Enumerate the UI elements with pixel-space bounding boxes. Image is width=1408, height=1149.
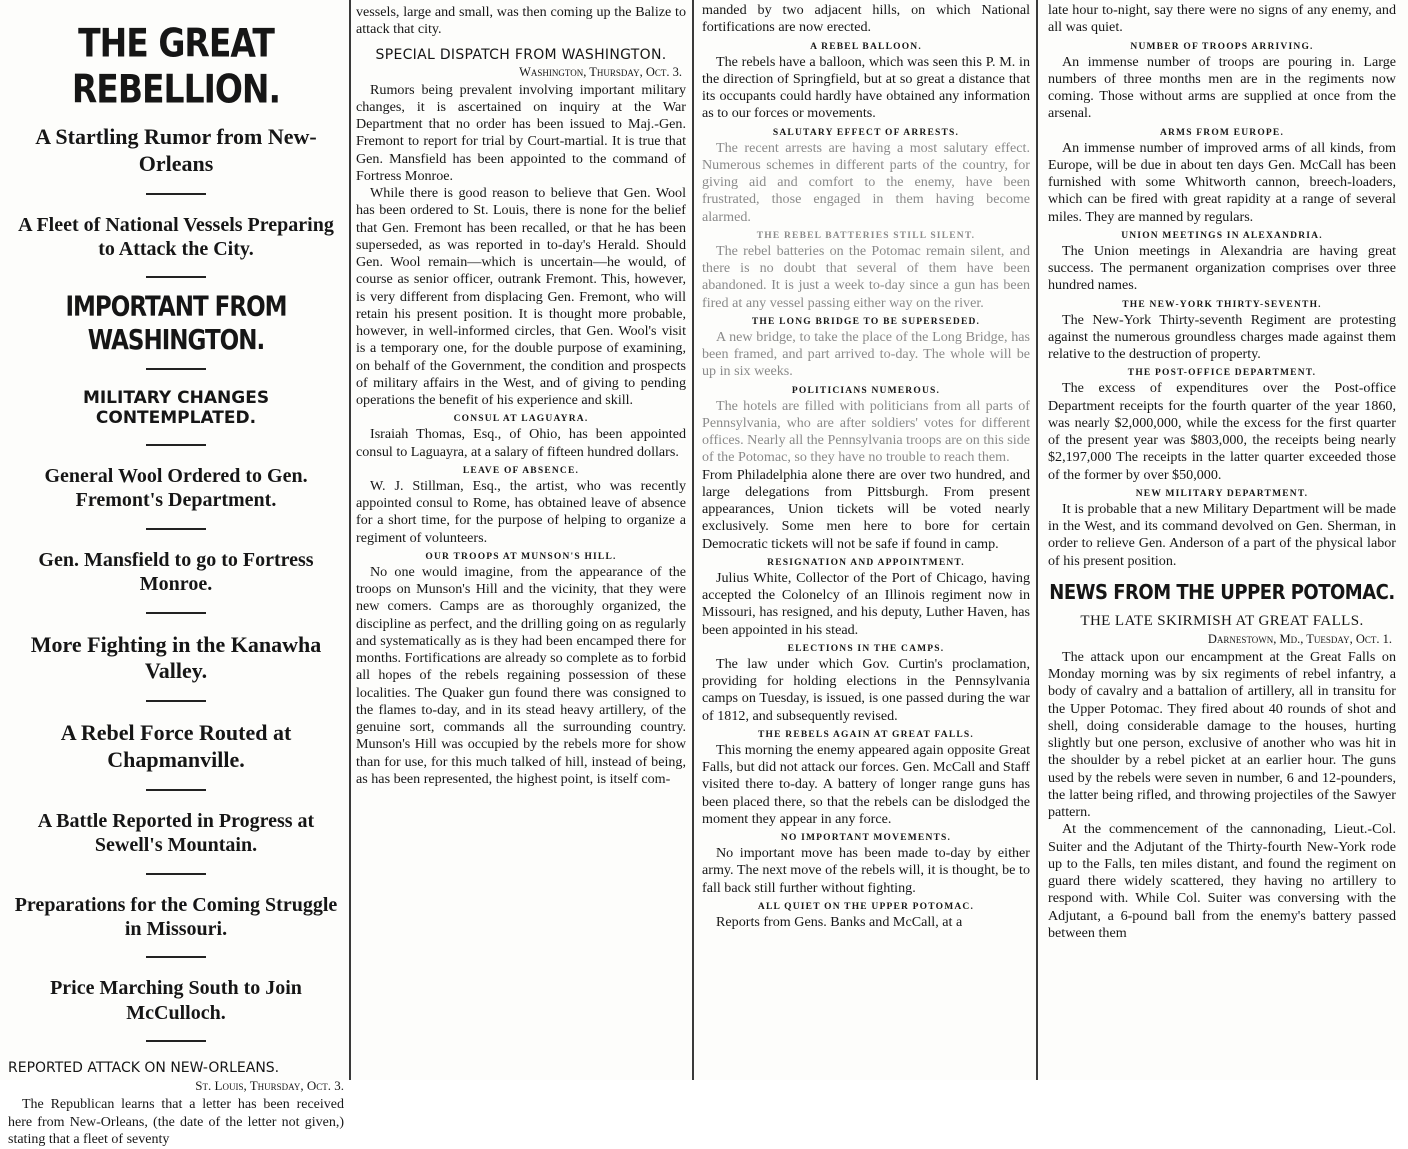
- dateline: Washington, Thursday, Oct. 3.: [519, 64, 682, 79]
- section-heading: REPORTED ATTACK ON NEW-ORLEANS.: [8, 1060, 280, 1077]
- paragraph: W. J. Stillman, Esq., the artist, who was recently appointed consul to Rome, has obtained leave of absence for a short time, for the purpose of helping to organize a regiment of volunteers.: [356, 477, 686, 546]
- paragraph: This morning the enemy appeared again opposite Great Falls, but did not attack our forces. Gen. McCall and Staff visited there to-day. A battery of longer range guns has been placed there, so that the rebels can be dislodged the moment they appear in any force.: [702, 741, 1030, 827]
- paragraph: The hotels are filled with politicians from all parts of Pennsylvania, who are after soldiers' votes for different offices. Nearly all the Pennsylvania troops are on this side of the Potomac, so they have no trouble to reach them.: [702, 397, 1030, 466]
- paragraph: An immense number of improved arms of all kinds, from Europe, will be due in about ten days Gen. McCall has been furnished with some Whitworth cannon, breech-loaders, which can be fired with great rapidity at a range of several miles. They are manned by regulars.: [1048, 139, 1396, 225]
- headline-divider: [146, 789, 206, 791]
- paragraph: The recent arrests are having a most salutary effect. Numerous schemes in different parts of the country, for giving aid and comfort to the enemy, have been frustrated, those engaged in them having become alarmed.: [702, 139, 1030, 225]
- paragraph: At the commencement of the cannonading, Lieut.-Col. Suiter and the Adjutant of the Thirty-fourth New-York rode up to the Falls, ten miles distant, and found the regiment on guard there widely scattered, they having no artillery to respond with. While Col. Suiter was conversing with the Adjutant, a 6-pound ball from the enemy's battery passed between them: [1048, 821, 1396, 941]
- text-column-4: [1040, 0, 1408, 1080]
- subheading: NUMBER OF TROOPS ARRIVING.: [1130, 41, 1314, 52]
- subheading: POLITICIANS NUMEROUS.: [791, 385, 941, 396]
- section-headline: NEWS FROM THE UPPER POTOMAC.: [1049, 580, 1395, 605]
- headline-10: Preparations for the Coming Struggle in Missouri.: [14, 893, 338, 941]
- headline-divider: [146, 444, 206, 446]
- subheading: LEAVE OF ABSENCE.: [462, 465, 580, 476]
- paragraph: The excess of expenditures over the Post-office Department receipts for the fourth quarter of the year 1860, was nearly $2,000,000, while the excess for the first quarter of the present year was $803,000, the receipts being nearly $2,197,000 The receipts in the latter quarter exceeded those of the former by over $50,000.: [1048, 380, 1396, 483]
- paragraph: The rebels have a balloon, which was seen this P. M. in the direction of Springfield, but at so great a distance that its occupants could hardly have obtained any information as to our forces or movements.: [702, 53, 1030, 122]
- subheading: THE REBEL BATTERIES STILL SILENT.: [756, 230, 976, 241]
- paragraph: Israiah Thomas, Esq., of Ohio, has been appointed consul to Laguayra, at a salary of fifteen hundred dollars.: [356, 426, 686, 460]
- subheading: CONSUL AT LAGUAYRA.: [453, 414, 589, 425]
- headline-9: A Battle Reported in Progress at Sewell's Mountain.: [37, 809, 315, 857]
- column-rule: [349, 0, 351, 1080]
- subheading: THE LONG BRIDGE TO BE SUPERSEDED.: [751, 316, 981, 327]
- headline-11: Price Marching South to Join McCulloch.: [50, 977, 302, 1024]
- text-column-3: [696, 0, 1036, 1080]
- subheading: RESIGNATION AND APPOINTMENT.: [767, 557, 965, 568]
- subheading: THE REBELS AGAIN AT GREAT FALLS.: [758, 729, 974, 740]
- dateline: St. Louis, Thursday, Oct. 3.: [195, 1078, 344, 1094]
- headline-8: A Rebel Force Routed at Chapmanville.: [60, 720, 292, 773]
- headline-divider: [146, 528, 206, 530]
- headline-column: [0, 0, 350, 1148]
- headline-3: IMPORTANT FROM WASHINGTON.: [65, 292, 287, 357]
- subheading: NO IMPORTANT MOVEMENTS.: [780, 833, 952, 843]
- section-heading: THE LATE SKIRMISH AT GREAT FALLS.: [1080, 612, 1364, 629]
- headline-divider: [146, 276, 206, 278]
- continued-text: manded by two adjacent hills, on which National fortifications are now erected.: [702, 2, 1030, 36]
- paragraph: An immense number of troops are pouring in. Large numbers of three months men are in the regiments now coming. Those without arms are supplied at once from the arsenal.: [1048, 53, 1396, 122]
- subheading: SALUTARY EFFECT OF ARRESTS.: [772, 127, 960, 138]
- subheading: ARMS FROM EUROPE.: [1159, 127, 1285, 138]
- headline-divider: [146, 700, 206, 702]
- headline-7: More Fighting in the Kanawha Valley.: [30, 631, 322, 684]
- column-rule: [1036, 0, 1038, 1080]
- headline-1: A Startling Rumor from New-Orleans: [35, 124, 317, 176]
- article-text: The Republican learns that a letter has been received here from New-Orleans, (the date of the letter not given,) stating that a fleet of seventy: [8, 1097, 344, 1148]
- paragraph: While there is good reason to believe that Gen. Wool has been ordered to St. Louis, there is none for the belief that Gen. Fremont has been recalled, or that he has been superseded, as was reported in to-day's Herald. Should Gen. Wool remain—which is uncertain—he would, of course as senior officer, outrank Fremont. This, however, is very different from displacing Gen. Fremont, who will retain his present position. It is thought more probable, however, in well-informed circles, that Gen. Wool's visit is a temporary one, for the double purpose of examining, on behalf of the Government, the condition and prospects of military affairs in the West, and of giving to pending operations the benefit of his experience and skill.: [356, 185, 686, 408]
- headline-6: Gen. Mansfield to go to Fortress Monroe.: [38, 548, 314, 596]
- continued-text: late hour to-night, say there were no signs of any enemy, and all was quiet.: [1048, 2, 1396, 36]
- subheading: ELECTIONS IN THE CAMPS.: [787, 643, 945, 654]
- column-rule: [692, 0, 694, 1080]
- headline-divider: [146, 873, 206, 875]
- paragraph: No one would imagine, from the appearance of the troops on Munson's Hill and the vicinity, that they were new comers. Camps are as thoroughly organized, the discipline as perfect, and the drilling going on as regularly and systematically as is they had been encamped there for months. Fortifications are already so complete as to forbid all hopes of the rebels regaining possession of these localities. The Quaker gun found there was consigned to the flames to-day, and in its stead heavy artillery, of the genuine sort, commands all the surrounding country. Munson's Hill was occupied by the rebels more for show than for use, for this much talked of hill, instead of being, as has been represented, the highest point, is itself com-: [356, 563, 686, 787]
- text-column-2: [352, 0, 692, 1080]
- continued-text: vessels, large and small, was then coming up the Balize to attack that city.: [356, 4, 686, 38]
- headline-5: General Wool Ordered to Gen. Fremont's Department.: [44, 465, 308, 512]
- subheading: THE NEW-YORK THIRTY-SEVENTH.: [1122, 299, 1322, 310]
- headline-divider: [146, 612, 206, 614]
- paragraph: From Philadelphia alone there are over two hundred, and large delegations from Pittsburgh. From present appearances, Union tickets will be voted nearly exclusively. Some men here to bore for certain Democratic tickets will not be safe if found in camp.: [702, 466, 1030, 552]
- headline-2: A Fleet of National Vessels Preparing to Attack the City.: [18, 213, 334, 261]
- subheading: UNION MEETINGS IN ALEXANDRIA.: [1121, 230, 1323, 241]
- paragraph: The attack upon our encampment at the Great Falls on Monday morning was by six regiments of rebel infantry, a body of cavalry and a battalion of artillery, all in transitu for the Upper Potomac. They fired about 40 rounds of shot and shell, doing considerable damage to the houses, hurting slightly but one person, exclusive of another who was hit in the shoulder by a rebel picket at an earlier hour. The guns used by the rebels were seven in number, 6 and 12-pounders, the latter being rifled, and throwing projectiles of the Sawyer pattern.: [1048, 648, 1396, 820]
- paragraph: Rumors being prevalent involving important military changes, it is ascertained on inquiry at the War Department that no order has been issued to Maj.-Gen. Fremont to report for trial by Court-martial. It is true that Gen. Mansfield has been appointed to the command of Fortress Monroe.: [356, 81, 686, 184]
- headline-divider: [146, 1040, 206, 1042]
- paragraph: No important move has been made to-day by either army. The next move of the rebels will, it is thought, be to fall back still further without fighting.: [702, 845, 1030, 896]
- headline-divider: [146, 956, 206, 958]
- paragraph: The New-York Thirty-seventh Regiment are protesting against the numerous groundless charges made against them relative to the destruction of property.: [1048, 311, 1396, 362]
- paragraph: The law under which Gov. Curtin's proclamation, providing for holding elections in the Pennsylvania camps on Tuesday, is issued, is one passed during the war of 1812, and subsequently revised.: [702, 655, 1030, 724]
- headline-divider: [146, 368, 206, 370]
- paragraph: It is probable that a new Military Department will be made in the West, and its command devolved on Gen. Sherman, in order to relieve Gen. Anderson of a part of the physical labor of his present position.: [1048, 500, 1396, 569]
- subheading: OUR TROOPS AT MUNSON'S HILL.: [425, 551, 617, 562]
- dateline: Darnestown, Md., Tuesday, Oct. 1.: [1207, 631, 1392, 646]
- subheading: ALL QUIET ON THE UPPER POTOMAC.: [757, 901, 975, 912]
- headline-divider: [146, 193, 206, 195]
- paragraph: A new bridge, to take the place of the Long Bridge, has been framed, and part arrived to-day. The whole will be up in six weeks.: [702, 328, 1030, 380]
- subheading: THE POST-OFFICE DEPARTMENT.: [1127, 368, 1317, 379]
- paragraph: The rebel batteries on the Potomac remain silent, and there is no doubt that several of them have been abandoned. It is just a week to-day since a gun has been fired at any vessel passing either way on the river.: [702, 242, 1030, 311]
- paragraph: Julius White, Collector of the Port of Chicago, having accepted the Colonelcy of an Illinois regiment now in Missouri, has resigned, and his deputy, Luther Haven, has been appointed in his stead.: [702, 569, 1030, 638]
- main-headline: THE GREAT REBELLION.: [71, 20, 281, 113]
- paragraph: The Union meetings in Alexandria are having great success. The permanent organization comprises over three hundred names.: [1048, 242, 1396, 294]
- subheading: NEW MILITARY DEPARTMENT.: [1135, 488, 1309, 499]
- subheading: A REBEL BALLOON.: [810, 41, 922, 52]
- headline-4: MILITARY CHANGES CONTEMPLATED.: [82, 387, 270, 429]
- paragraph: Reports from Gens. Banks and McCall, at a: [716, 913, 963, 930]
- section-heading: SPECIAL DISPATCH FROM WASHINGTON.: [375, 46, 667, 63]
